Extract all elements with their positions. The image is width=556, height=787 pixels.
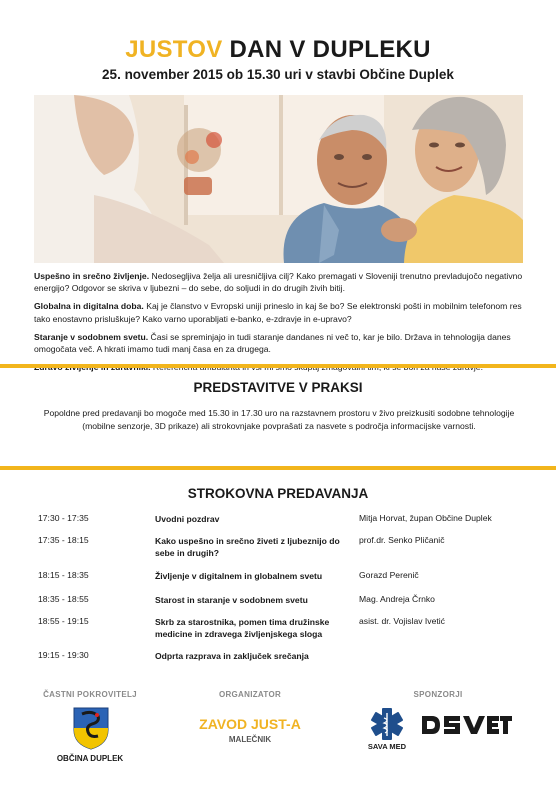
intro-text: Časi se spreminjajo in tudi staranje dandanes ni več to, kar je bilo. Država in tehnologija danes omogočata več. A hkrati imamo tudi manj časa en za drugega. (34, 331, 511, 355)
hero-photo (34, 95, 523, 263)
divider-rule (0, 466, 556, 470)
intro-paragraph (34, 300, 524, 324)
program-topic: Skrb za starostnika, pomen tima družinske medicine in zdravega življenjskega sloga (155, 617, 330, 640)
intro-text: Kaj je članstvo v Evropski uniji prineslo in kaj še bo? Se elektronski pošti in mobilnim telefonom res tako enostavno prisluškuje? Kako varno uporabljati e-banko, e-zdravje in e-upravo? (34, 301, 522, 324)
dsvet-logo-icon (420, 713, 512, 737)
patron-name: OBČINA DUPLEK (56, 754, 124, 763)
program-speaker: Gorazd Perenič (359, 570, 419, 580)
practice-title: PREDSTAVITVE V PRAKSI (193, 380, 363, 395)
program-speaker: Mitja Horvat, župan Občine Duplek (359, 513, 492, 523)
program-time: 17:35 - 18:15 (38, 535, 89, 545)
program-title: STROKOVNA PREDAVANJA (187, 486, 369, 501)
title-accent: JUSTOV (125, 36, 223, 63)
intro-heading: Uspešno in srečno življenje. (34, 271, 150, 281)
program-row (38, 594, 518, 616)
program-topic: Uvodni pozdrav (155, 514, 220, 524)
program-time: 18:35 - 18:55 (38, 594, 89, 604)
program-speaker: prof.dr. Senko Pličanič (359, 535, 445, 545)
program-speaker: Mag. Andreja Črnko (359, 594, 435, 604)
organizer-place: MALEČNIK (228, 735, 272, 744)
program-row (38, 570, 518, 594)
program-topic: Starost in staranje v sodobnem svetu (155, 595, 308, 605)
divider-rule (0, 364, 556, 368)
program-time: 18:55 - 19:15 (38, 616, 89, 626)
program-topic: Odprta razprava in zaključek srečanja (155, 651, 309, 661)
duplek-coat-of-arms-icon (72, 706, 110, 750)
program-row (38, 616, 518, 650)
intro-heading: Staranje v sodobnem svetu. (34, 331, 149, 342)
program-topic: Življenje v digitalnem in globalnem svetu (155, 571, 323, 581)
event-title (0, 36, 556, 64)
sava-med-star-of-life-icon (369, 706, 405, 742)
program-row (38, 650, 518, 666)
intro-section (34, 270, 524, 379)
program-topic: Kako uspešno in srečno živeti z ljubeznijo do sebe in drugih? (155, 536, 340, 559)
intro-paragraph (34, 270, 524, 294)
intro-text: Nedosegljiva želja ali uresničljiva cilj? Kako premagati v Sloveniji trenutno prevladujočo negativno energijo? Odgovor se skriva v ljubezni – do sebe, do soljudi in do drugih živih bitij. (34, 271, 523, 294)
practice-text: Popoldne pred predavanji bo mogoče med 15.30 in 17.30 uro na razstavnem prostoru v živo preizkusiti sodobne tehnologije (mobilne senzorje, 3D prikaze) ali strokovnjake povprašati za nasvete s področja informacijske varnosti. (43, 408, 515, 431)
organizer-label: ORGANIZATOR (218, 690, 282, 699)
organizer-name: ZAVOD JUST-A (199, 716, 301, 732)
program-time: 18:15 - 18:35 (38, 570, 89, 580)
program-table (38, 513, 518, 666)
program-row (38, 513, 518, 535)
sponsor-savamed: SAVA MED (367, 742, 407, 751)
hero-photo-illustration (34, 95, 523, 263)
patron-label: ČASTNI POKROVITELJ (43, 690, 137, 699)
program-speaker: asist. dr. Vojislav Ivetić (359, 616, 445, 626)
intro-paragraph (34, 331, 524, 355)
program-time: 17:30 - 17:35 (38, 513, 89, 523)
program-time: 19:15 - 19:30 (38, 650, 89, 660)
program-row (38, 535, 518, 570)
sponsors-label: SPONZORJI (413, 690, 463, 699)
intro-heading: Globalna in digitalna doba. (34, 301, 144, 312)
title-rest: DAN V DUPLEKU (229, 36, 431, 63)
event-subtitle: 25. november 2015 ob 15.30 uri v stavbi Občine Duplek (102, 67, 454, 82)
